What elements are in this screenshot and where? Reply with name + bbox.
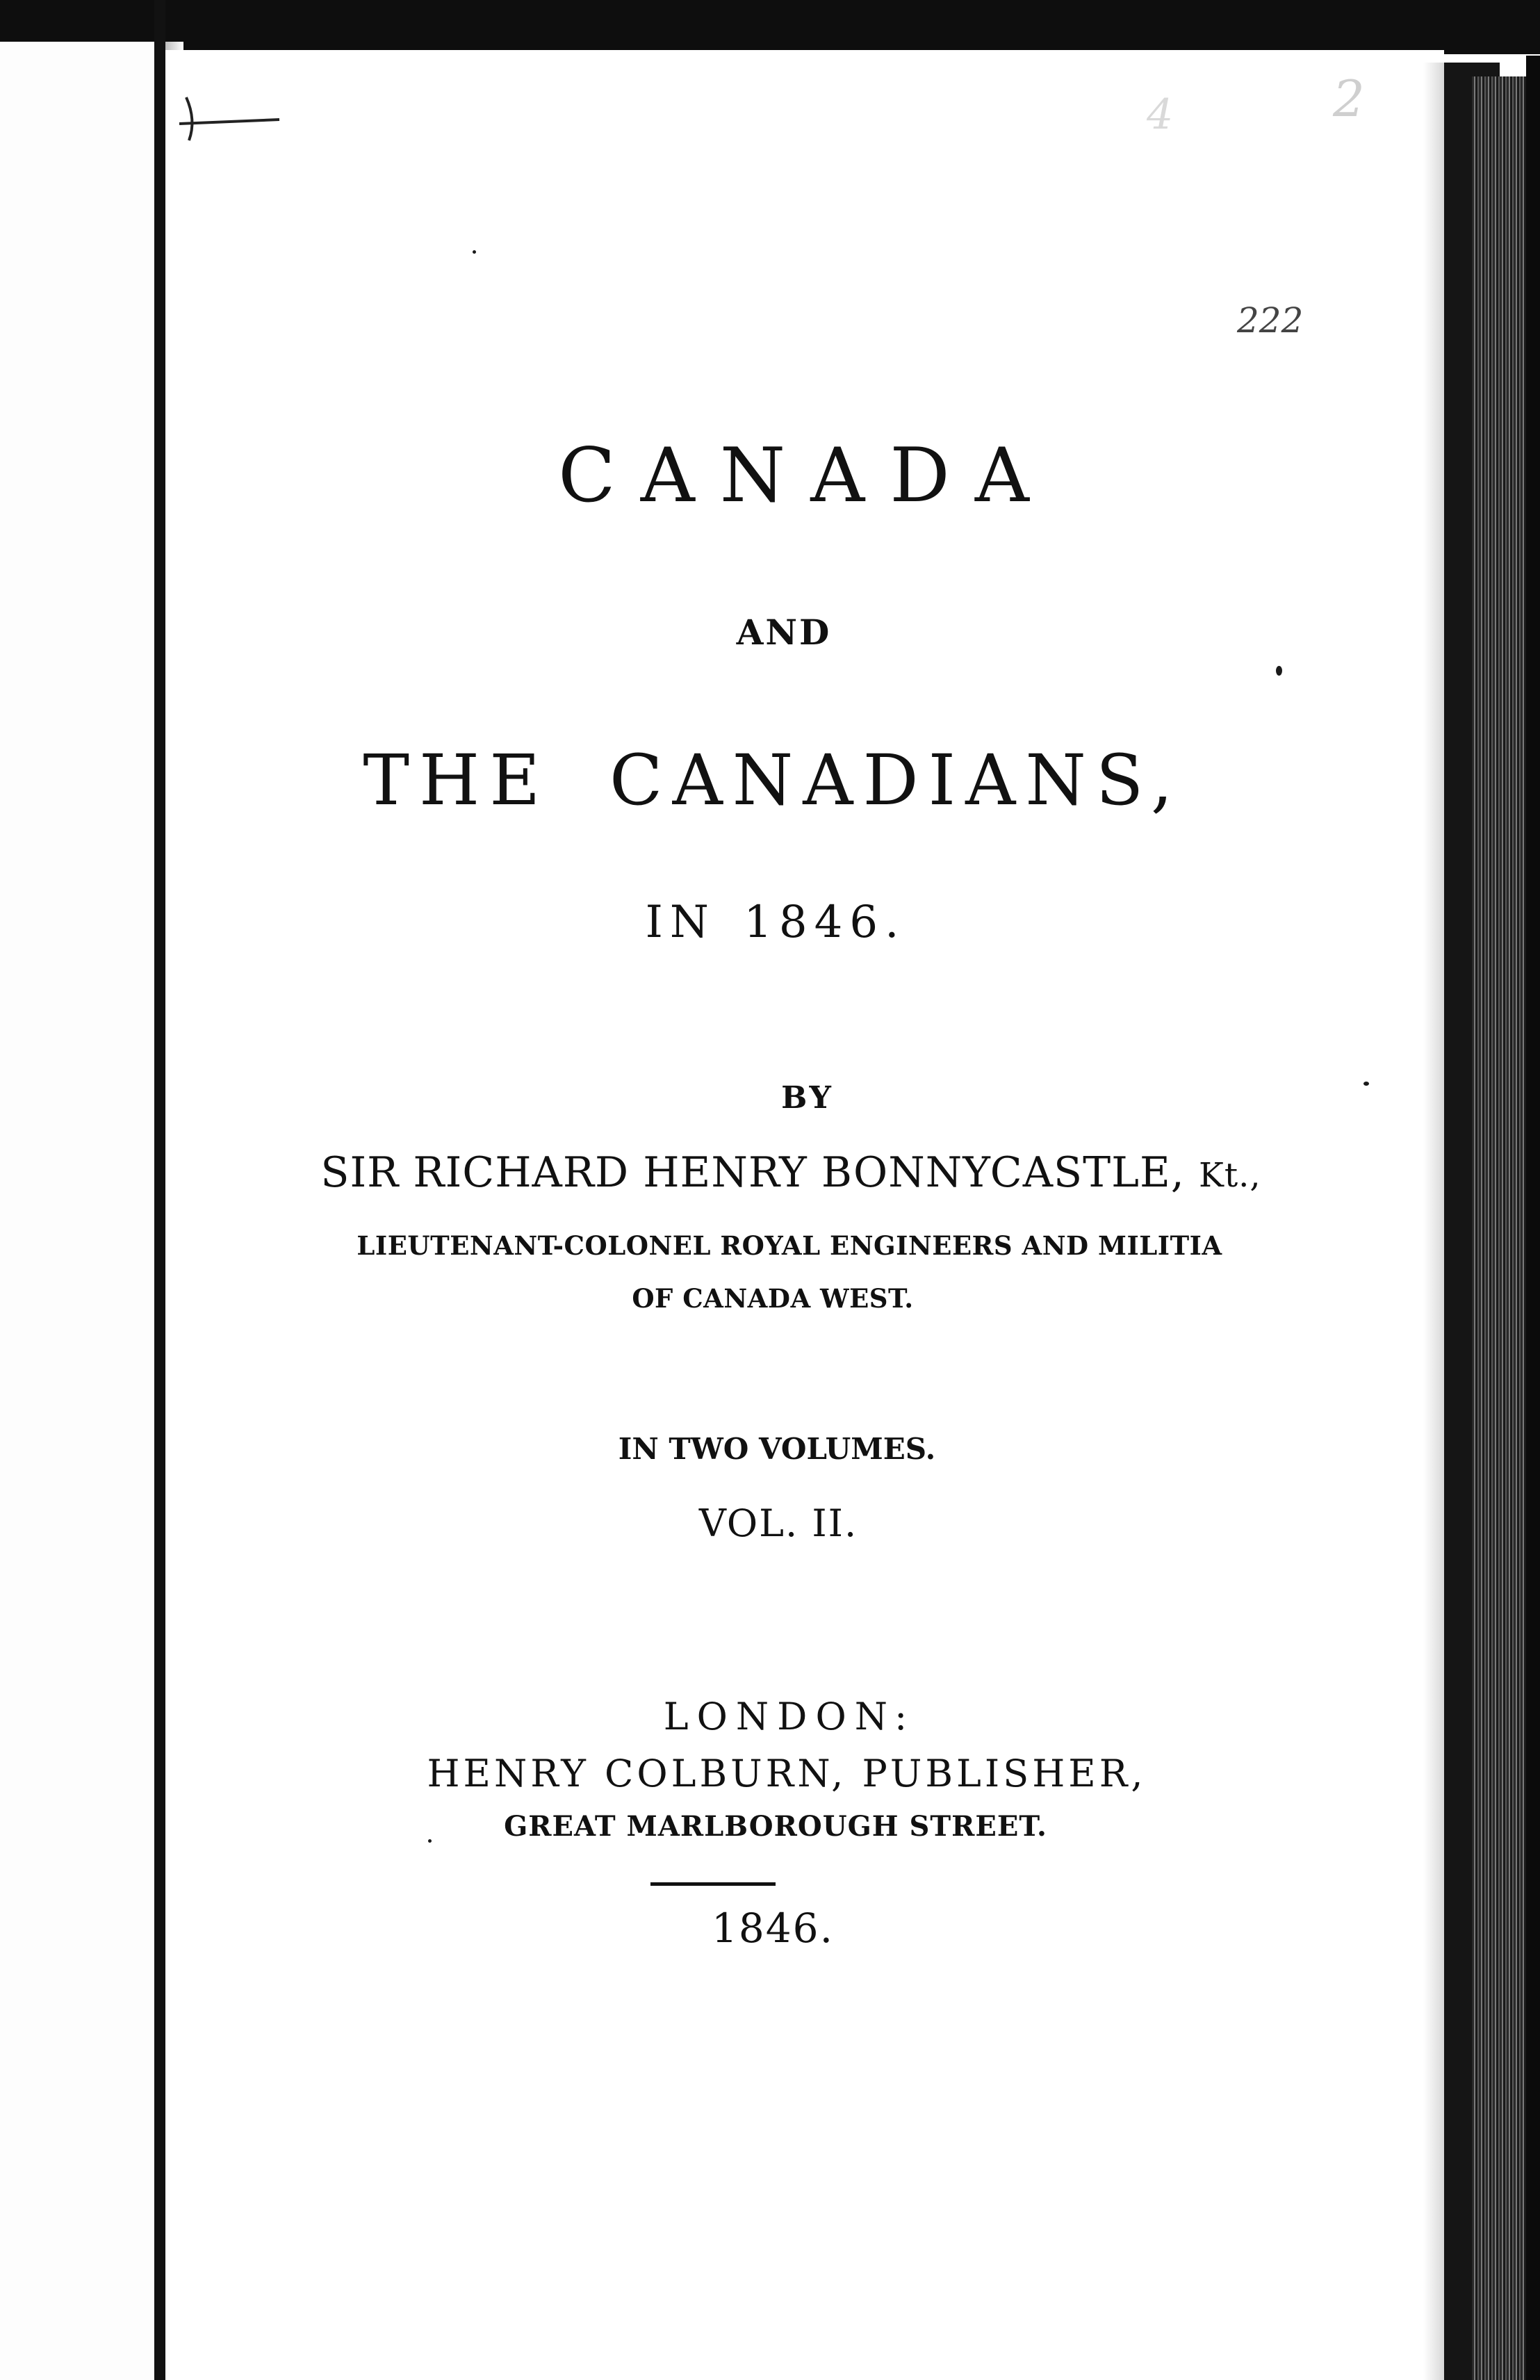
volume-count: IN TWO VOLUMES.	[618, 1432, 936, 1466]
author-name: SIR RICHARD HENRY BONNYCASTLE,	[320, 1148, 1199, 1197]
book-subtitle: THE CANADIANS,	[363, 740, 1183, 821]
handwritten-shelf-number: 222	[1237, 300, 1304, 341]
ink-speck	[1363, 1082, 1369, 1086]
scan-top-border	[0, 0, 1540, 54]
book-page-stack	[1472, 76, 1529, 2380]
book-cover-edge	[1526, 56, 1540, 2380]
volume-number: VOL. II.	[698, 1501, 858, 1545]
author-suffix: Kt.,	[1198, 1156, 1261, 1195]
publisher-name: HENRY COLBURN, PUBLISHER,	[427, 1752, 1147, 1795]
pencil-mark	[174, 89, 285, 145]
imprint-divider	[650, 1882, 776, 1886]
handwritten-faint-mark: 4	[1147, 90, 1174, 139]
author-rank-line-2: OF CANADA WEST.	[632, 1283, 914, 1314]
publication-place: LONDON:	[663, 1695, 916, 1738]
title-year-line: IN 1846.	[645, 897, 906, 948]
facing-page	[0, 42, 161, 2380]
ink-speck	[1276, 666, 1282, 676]
handwritten-corner-mark: 2	[1333, 70, 1365, 128]
ink-speck	[428, 1839, 432, 1843]
publication-year: 1846.	[711, 1905, 835, 1952]
title-page	[165, 50, 1444, 2380]
book-title: CANADA	[558, 432, 1054, 519]
ink-speck	[473, 250, 476, 254]
publisher-address: GREAT MARLBOROUGH STREET.	[504, 1810, 1047, 1843]
page-edge-shadow	[1423, 63, 1444, 2380]
byline-label: BY	[781, 1080, 834, 1116]
author-rank-line-1: LIEUTENANT-COLONEL ROYAL ENGINEERS AND MILITIA	[357, 1230, 1222, 1261]
title-conjunction: AND	[736, 612, 832, 653]
author-name-line	[0, 1148, 1540, 1197]
